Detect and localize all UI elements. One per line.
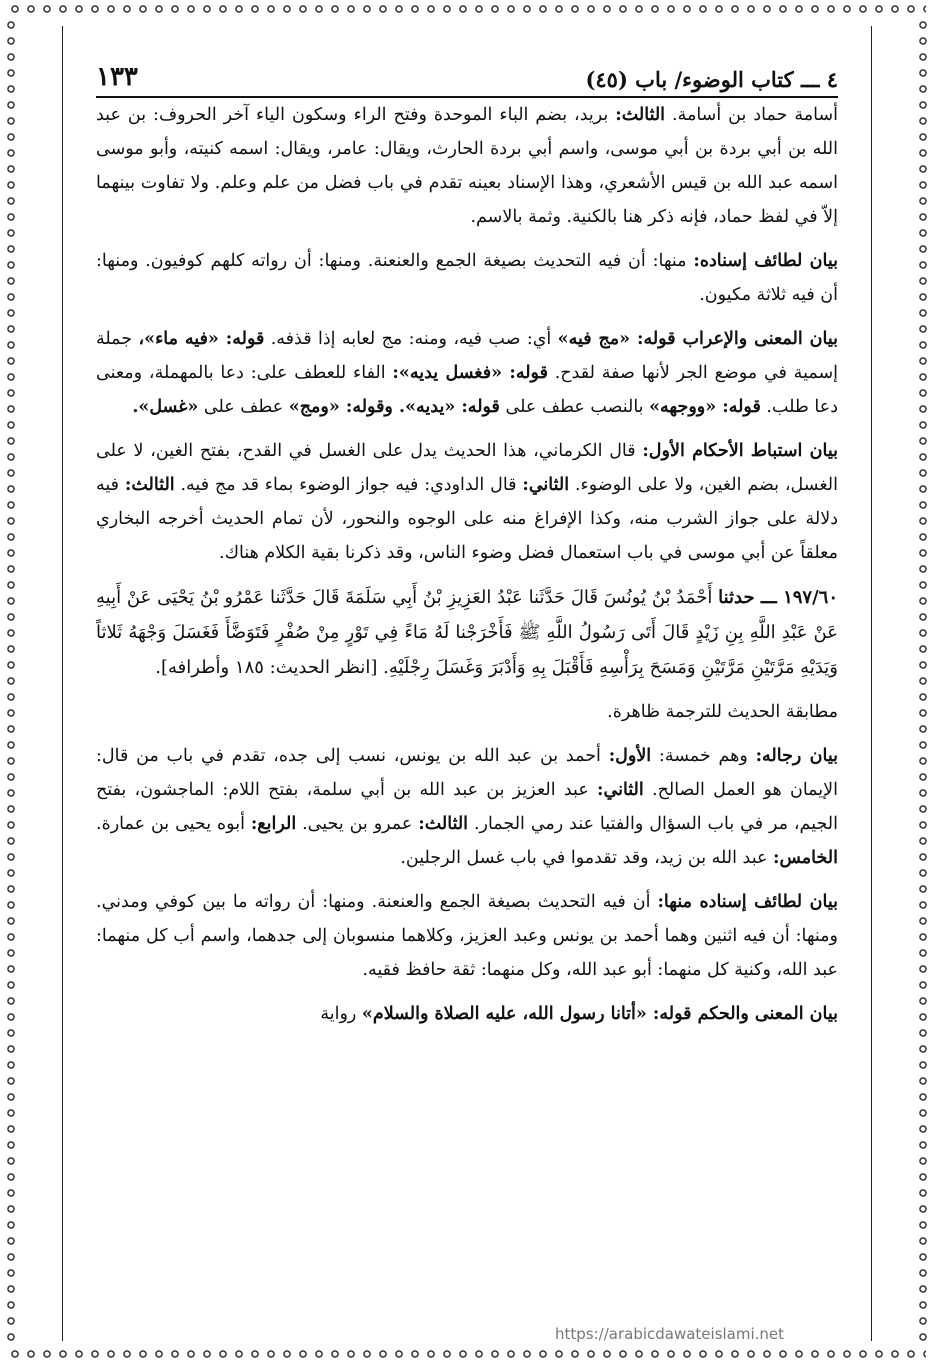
- hadith-number: ١٩٧/٦٠ ـــ حدثنا: [718, 587, 838, 608]
- page-body: [96, 98, 838, 1323]
- ornamental-border-bottom: [8, 1347, 926, 1361]
- watermark-url-link[interactable]: https://arabicdawateislami.net: [555, 1325, 785, 1343]
- text: عطف على: [198, 397, 289, 417]
- text: جملة إسمية في موضع الجر لأنها صفة لقدح.: [96, 329, 838, 383]
- heading: بيان المعنى والحكم قوله: «أتانا رسول الله، عليه الصلاة والسلام»: [361, 1004, 838, 1024]
- paragraph-narrators: [96, 739, 838, 875]
- text: قال الكرماني، هذا الحديث يدل على الغسل في القدح، بفتح الغين، لا على الغسل، بضم الغين، ولا على الوضوء.: [96, 441, 838, 495]
- heading: الثالث:: [418, 814, 469, 834]
- heading: الثاني:: [597, 780, 644, 800]
- heading: بيان استباط الأحكام الأول:: [642, 441, 838, 461]
- heading: بيان المعنى والإعراب قوله: «مج فيه»: [557, 329, 838, 349]
- ornamental-border-left: [4, 18, 18, 1345]
- paragraph-rulings: [96, 434, 838, 570]
- text: فيه دلالة على جواز الشرب منه، وكذا الإفراغ منه على الوجوه والنحور، لأن تمام الحديث أخرجه البخاري معلقاً عن أبي موسى في باب استعمال فضل وضوء الناس، وقد ذكرنا بقية الكلام هناك.: [96, 475, 838, 563]
- heading: الثالث:: [615, 105, 666, 125]
- text: عبد العزيز بن عبد الله بن أبي سلمة، بفتح اللام: الماجشون، بفتح الجيم، مر في باب السؤال والفتيا عند رمي الجمار.: [96, 780, 838, 834]
- text: وهم خمسة:: [651, 746, 756, 766]
- page-header: [96, 52, 838, 98]
- paragraph-1: [96, 98, 838, 234]
- heading: الرابع:: [250, 814, 297, 834]
- text: الفاء للعطف على: دعا بالمهملة، ومعنى دعا طلب.: [96, 363, 838, 417]
- text: عبد الله بن زيد، وقد تقدموا في باب غسل الرجلين.: [400, 848, 774, 868]
- heading: الخامس:: [773, 848, 838, 868]
- ornamental-border-top: [8, 2, 926, 16]
- heading: «غسل».: [132, 397, 199, 417]
- paragraph-isnad-features: [96, 244, 838, 312]
- text: قال الداودي: فيه جواز الوضوء بماء قد مج فيه.: [174, 475, 523, 495]
- text: عمرو بن يحيى.: [296, 814, 419, 834]
- text: أحمد بن عبد الله بن يونس، نسب إلى جده، تقدم في باب من قال: الإيمان هو العمل الصالح.: [96, 746, 838, 800]
- running-head: ٤ ـــ كتاب الوضوء/ باب (٤٥): [585, 67, 838, 92]
- heading: قوله: «فيه ماء»،: [138, 329, 265, 349]
- paragraph-hadith-text: [96, 580, 838, 685]
- ornamental-border-right: [916, 18, 930, 1345]
- text: أي: صب فيه، ومنه: مج لعابه إذا قذفه.: [264, 329, 558, 349]
- heading: قوله: «ووجهه»: [649, 397, 761, 417]
- paragraph-isnad-features-2: [96, 885, 838, 987]
- text: أبوه يحيى بن عمارة.: [96, 814, 251, 834]
- heading: الثاني:: [522, 475, 570, 495]
- heading: بيان لطائف إسناده منها:: [657, 892, 838, 912]
- heading: قوله: «يديه». وقوله: «ومج»: [288, 397, 500, 417]
- paragraph-meaning-ruling: [96, 997, 838, 1031]
- paragraph-correspondence: [96, 695, 838, 729]
- text: مطابقة الحديث للترجمة ظاهرة.: [607, 702, 838, 722]
- text: بريد، بضم الباء الموحدة وفتح الراء وسكون الياء آخر الحروف: بن عبد الله بن أبي بردة بن أبي موسى، واسم أبي بردة الحارث، ويقال: عامر، ويقال: اسمه كنيته، وأبو موسى اسمه عبد الله بن قيس الأشعري، وهذا الإسناد بعينه تقدم في باب فضل من علم وعلم. ولا تفاوت بينهما إلاّ في لفظ حماد، فإنه ذكر هنا بالكنية. وثمة بالاسم.: [96, 105, 838, 227]
- text: بالنصب عطف على: [499, 397, 650, 417]
- page-number: ١٣٣: [96, 62, 138, 92]
- paragraph-meaning-grammar: [96, 322, 838, 424]
- text: رواية: [320, 1004, 362, 1024]
- text: أسامة حماد بن أسامة.: [665, 105, 838, 125]
- text: أن فيه التحديث بصيغة الجمع والعنعنة. ومنها: أن رواته ما بين كوفي ومدني. ومنها: أن فيه اثنين وهما أحمد بن يونس وعبد العزيز، وكلاهما منسوبان إلى جدهما، واسم أب كل منهما: عبد الله، وكنية كل منهما: أبو عبد الله، وكل منهما: ثقة حافظ فقيه.: [96, 892, 838, 980]
- heading: قوله: «فغسل يديه»:: [392, 363, 548, 383]
- heading: بيان رجاله:: [755, 746, 838, 766]
- hadith-body: أَحْمَدُ بْنُ يُونُسَ قَالَ حَدَّثَنا عَبْدُ العَزِيزِ بْنُ أَبِي سَلَمَةَ قَالَ حَدَّثَنا عَمْرُو بْنُ يَحْيَى عَنْ أَبِيهِ عَنْ عَبْدِ اللَّهِ بِنِ زَيْدٍ قَالَ أَتَى رَسُولُ اللَّهِ ﷺ فَأَخْرَجْنا لَهُ مَاءً فِي تَوْرٍ مِنْ صُفْرٍ فَتَوَضَّأَ فَغَسَلَ وَجْهَهُ ثَلاثاً وَيَدَيْهِ مَرَّتَيْنِ مَرَّتَيْنِ وَمَسَحَ بِرَأْسِهِ فَأَقْبَلَ بِهِ وَأَدْبَرَ وَغَسَلَ رِجْلَيْهِ. [انظر الحديث: ١٨٥ وأطرافه].: [96, 587, 838, 678]
- text: منها: أن فيه التحديث بصيغة الجمع والعنعنة. ومنها: أن رواته كلهم كوفيون. ومنها: أن فيه ثلاثة مكيون.: [96, 251, 838, 305]
- heading: الثالث:: [124, 475, 175, 495]
- heading: الأول:: [608, 746, 652, 766]
- heading: بيان لطائف إسناده:: [693, 251, 838, 271]
